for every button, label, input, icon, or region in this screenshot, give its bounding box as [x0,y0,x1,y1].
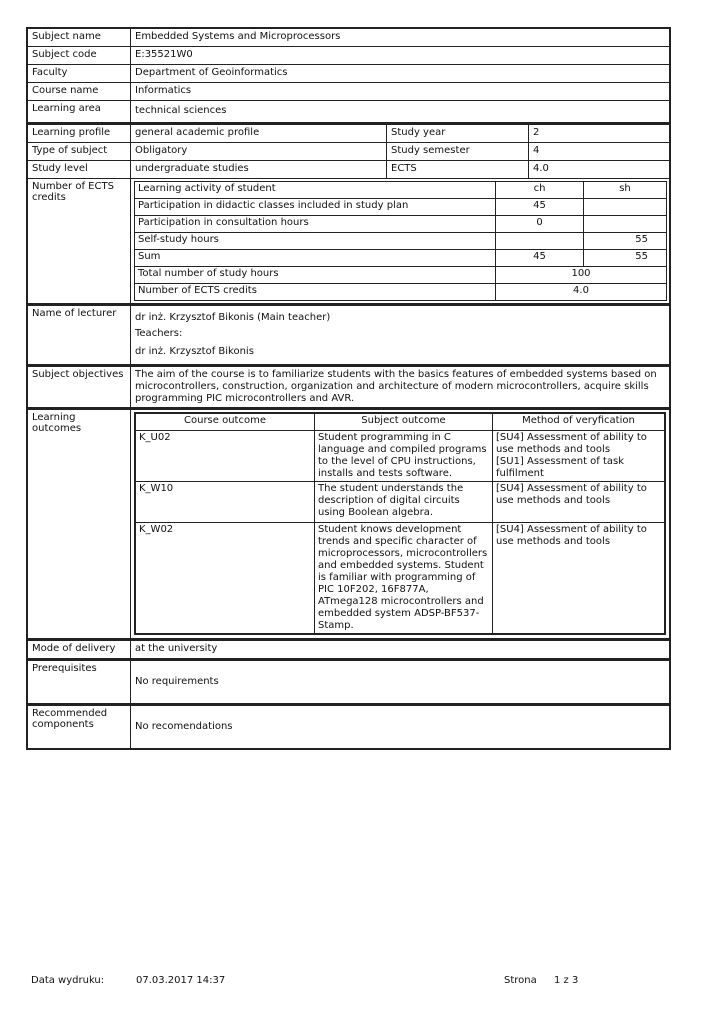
activity: Participation in consultation hours [135,216,496,232]
sh [584,199,666,215]
page-value: 1 z 3 [554,975,579,986]
row-outcomes [28,408,669,639]
activity: Participation in didactic classes included in study plan [135,199,496,215]
row-learning-profile [28,123,669,143]
course-outcome: K_W10 [136,482,315,522]
label: Faculty [28,65,131,82]
subject-outcome: The student understands the description of digital circuits using Boolean algebra. [315,482,493,522]
table-row-total-hours [135,267,666,284]
value: No requirements [135,676,219,687]
row-ects [28,179,669,304]
row-faculty [28,65,669,83]
row-study-level [28,161,669,179]
header-sh: sh [619,183,631,194]
row-prerequisites [28,659,669,704]
table-row [135,199,666,216]
row-type-of-subject [28,143,669,161]
total-ects-value: 4.0 [573,285,589,296]
table-row [135,233,666,250]
value: Department of Geoinformatics [135,67,288,78]
row-lecturer [28,304,669,365]
header-subject-outcome: Subject outcome [315,414,493,430]
value: E:35521W0 [135,49,193,60]
table-row [136,482,664,523]
activity: Sum [135,250,496,266]
label: Name of lecturer [28,306,131,364]
total-hours-label: Total number of study hours [135,267,496,283]
subject-outcome: Student knows development trends and specific character of microprocessors, microcontrollers and embedded systems. Student is familiar with programming of PIC 10F202, 16F877A, ATmega128 microcontrollers and embedded system ADSP-BF537-Stamp. [315,523,493,633]
syllabus-table [26,27,671,750]
header-method: Method of veryfication [522,415,635,426]
method: [SU4] Assessment of ability to use methods and tools [SU1] Assessment of task fulfilment [496,432,647,479]
ch: 45 [496,199,584,215]
sh [584,216,666,232]
print-label: Data wydruku: [31,975,105,986]
row-mode-of-delivery [28,639,669,659]
sh: 55 [635,234,648,245]
table-row [136,523,664,633]
value-2: 4 [533,145,540,156]
value-2: 4.0 [533,163,549,174]
label: Subject name [28,29,131,46]
label: Subject objectives [28,367,131,407]
subject-outcome: Student programming in C language and compiled programs to the level of CPU instructions, installs and tests software. [315,431,493,481]
header-ch: ch [496,182,584,198]
outcomes-header [136,414,664,431]
label: Learning outcomes [28,410,131,638]
teachers-label: Teachers: [135,328,183,339]
activity: Self-study hours [135,233,496,249]
table-row-total-ects [135,284,666,300]
ch: 45 [496,250,584,266]
print-date: 07.03.2017 14:37 [136,975,226,986]
course-outcome: K_W02 [136,523,315,633]
header-course-outcome: Course outcome [136,414,315,430]
ch: 0 [496,216,584,232]
value: technical sciences [135,105,227,116]
label: Subject code [28,47,131,64]
row-subject-code [28,47,669,65]
label: Mode of delivery [28,641,131,658]
label-2: ECTS [387,161,529,178]
sh: 55 [635,251,648,262]
value: general academic profile [131,125,387,142]
label: Number of ECTS credits [28,179,131,303]
label: Learning profile [28,125,131,142]
value: Informatics [135,85,192,96]
table-row [135,250,666,267]
total-ects-label: Number of ECTS credits [135,284,496,300]
ects-table [134,181,667,301]
course-outcome: K_U02 [136,431,315,481]
method: [SU4] Assessment of ability to use methods and tools [496,524,647,547]
value-2: 2 [533,127,540,138]
ch [496,233,584,249]
teacher: dr inż. Krzysztof Bikonis [135,346,254,357]
row-objectives [28,365,669,408]
main-teacher: dr inż. Krzysztof Bikonis (Main teacher) [135,312,331,323]
value: at the university [135,643,218,654]
label: Study level [28,161,131,178]
objectives-text: The aim of the course is to familiarize students with the basics features of embedded systems based on microcontrollers, construction, organization and architecture of modern microcontrollers, acquire skills programming PIC microcontrollers and AVR. [135,369,657,404]
value: No recomendations [135,721,233,732]
method: [SU4] Assessment of ability to use methods and tools [496,483,647,506]
label: Type of subject [28,143,131,160]
table-row [136,431,664,482]
label: Recommended components [28,706,131,748]
label: Prerequisites [28,661,131,703]
row-learning-area [28,101,669,123]
label: Course name [28,83,131,100]
value: undergraduate studies [131,161,387,178]
outcomes-table [134,412,666,635]
row-recommended [28,704,669,748]
total-hours-value: 100 [571,268,591,279]
page-label: Strona [504,975,537,986]
label-2: Study semester [387,143,529,160]
ects-header [135,182,666,199]
label-2: Study year [387,125,529,142]
row-course-name [28,83,669,101]
row-subject-name [28,29,669,47]
value: Embedded Systems and Microprocessors [135,31,341,42]
header-activity: Learning activity of student [135,182,496,198]
table-row [135,216,666,233]
value: Obligatory [131,143,387,160]
label: Learning area [28,101,131,122]
